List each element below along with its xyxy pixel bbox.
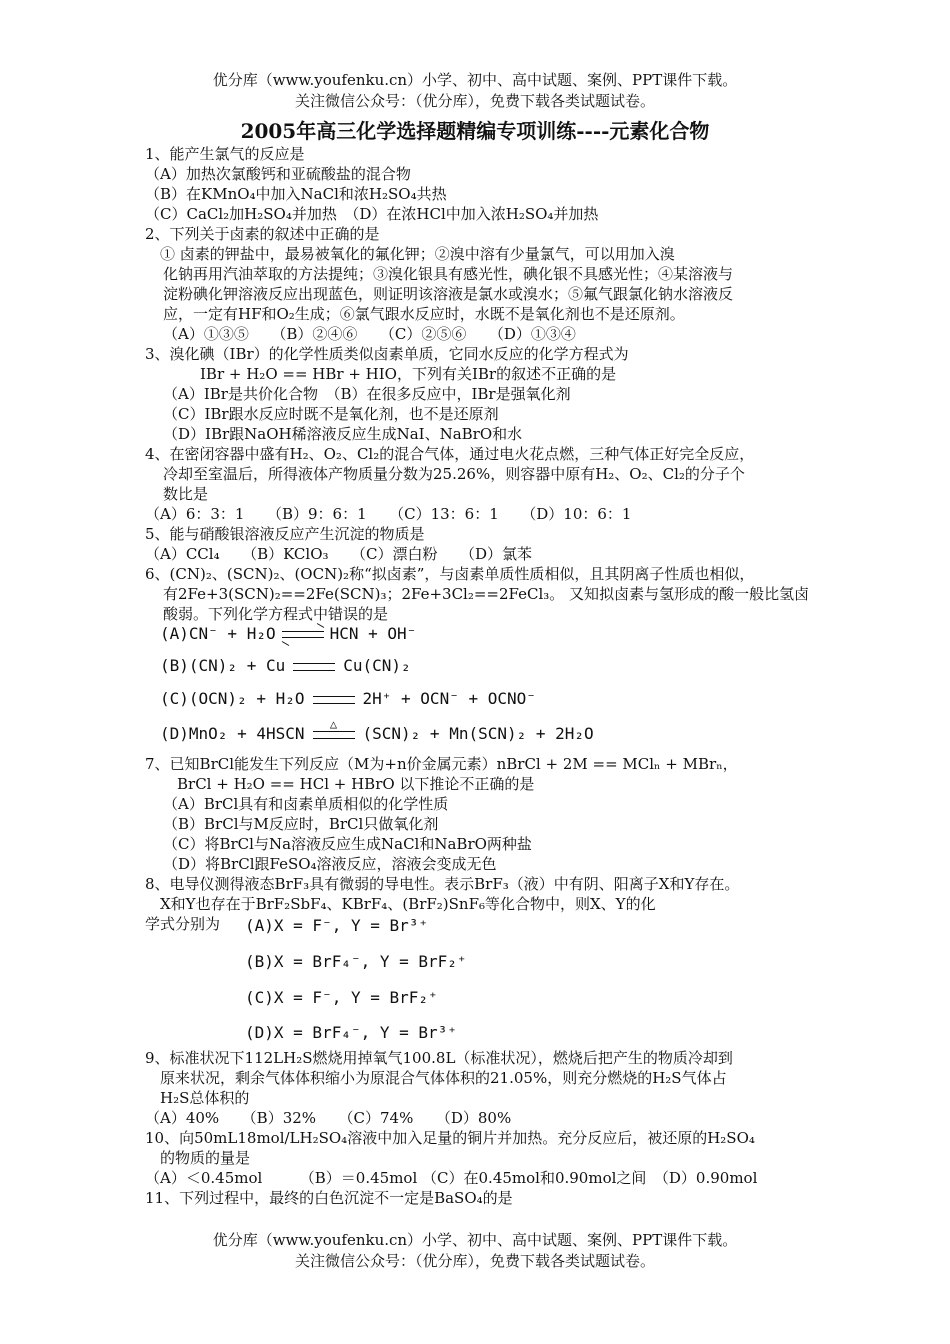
q1-options-cd: （C）CaCl₂加H₂SO₄并加热 （D）在浓HCl中加入浓H₂SO₄并加热 [145, 205, 599, 223]
heat-condition-icon [313, 716, 355, 739]
q7-option-d: （D）将BrCl跟FeSO₄溶液反应，溶液会变成无色 [163, 855, 497, 873]
q6-c-left: (C)(OCN)₂ + H₂O [160, 689, 305, 708]
q7-option-c: （C）将BrCl与Na溶液反应生成NaCl和NaBrO两种盐 [163, 835, 532, 853]
q7-stem: 7、已知BrCl能发生下列反应（M为+n价金属元素）nBrCl + 2M == MClₙ + MBrₙ， [145, 755, 738, 773]
q7-option-a: （A）BrCl具有和卤素单质相似的化学性质 [163, 795, 449, 813]
q8-option-c: (C)X = F⁻, Y = BrF₂⁺ [245, 988, 438, 1007]
q5-stem: 5、能与硝酸银溶液反应产生沉淀的物质是 [145, 525, 425, 543]
q5-options: （A）CCl₄ （B）KClO₃ （C）漂白粉 （D）氯苯 [145, 545, 533, 563]
q1-option-a: （A）加热次氯酸钙和亚硫酸盐的混合物 [145, 165, 411, 183]
q3-options-ab: （A）IBr是共价化合物 （B）在很多反应中，IBr是强氧化剂 [163, 385, 571, 403]
q2-options: （A）①③⑤ （B）②④⑥ （C）②⑤⑥ （D）①③④ [163, 325, 576, 343]
q2-stem: 2、下列关于卤素的叙述中正确的是 [145, 225, 380, 243]
q4-line-2: 冷却至室温后，所得液体产物质量分数为25.26%，则容器中原有H₂、O₂、Cl₂的分子个 [163, 465, 745, 483]
page-title: 2005年高三化学选择题精编专项训练----元素化合物 [240, 119, 710, 143]
q9-line-1: 9、标准状况下112LH₂S燃烧用掉氧气100.8L（标准状况），燃烧后把产生的物质冷却到 [145, 1049, 733, 1067]
q9-options: （A）40% （B）32% （C）74% （D）80% [145, 1109, 512, 1127]
q6-c-right: 2H⁺ + OCN⁻ + OCNO⁻ [362, 689, 536, 708]
q4-line-3: 数比是 [163, 485, 209, 503]
q4-options: （A）6：3：1 （B）9：6：1 （C）13：6：1 （D）10：6：1 [145, 505, 632, 523]
q10-options: （A）＜0.45mol （B）＝0.45mol （C）在0.45mol和0.90mol之间 （D）0.90mol [145, 1169, 758, 1187]
q6-a-right: HCN + OH⁻ [329, 624, 417, 643]
q8-option-a: (A)X = F⁻, Y = Br³⁺ [245, 916, 429, 935]
q11-stem: 11、下列过程中，最终的白色沉淀不一定是BaSO₄的是 [145, 1189, 513, 1207]
q10-line-2: 的物质的量是 [160, 1149, 251, 1167]
q6-equation-c [160, 689, 536, 709]
q8-line-2: X和Y也存在于BrF₂SbF₄、KBrF₄、(BrF₂)SnF₆等化合物中，则X、Y的化 [160, 895, 656, 913]
q3-equation: IBr + H₂O == HBr + HIO，下列有关IBr的叙述不正确的是 [200, 365, 617, 383]
q4-line-1: 4、在密闭容器中盛有H₂、O₂、Cl₂的混合气体，通过电火花点燃，三种气体正好完全反应， [145, 445, 755, 463]
equilibrium-arrow-icon [282, 629, 324, 641]
q7-option-b: （B）BrCl与M反应时，BrCl只做氧化剂 [163, 815, 439, 833]
q6-line-3: 酸弱。下列化学方程式中错误的是 [163, 605, 389, 623]
q8-line-3: 学式分别为 [145, 915, 221, 933]
q3-option-c: （C）IBr跟水反应时既不是氧化剂，也不是还原剂 [163, 405, 499, 423]
q6-equation-a [160, 624, 416, 644]
q6-b-right: Cu(CN)₂ [343, 656, 411, 675]
q8-option-d: (D)X = BrF₄⁻, Y = Br³⁺ [245, 1023, 457, 1042]
q9-line-2: 原来状况，剩余气体体积缩小为原混合气体体积的21.05%，则充分燃烧的H₂S气体占 [160, 1069, 727, 1087]
q6-line-2: 有2Fe+3(SCN)₂==2Fe(SCN)₃；2Fe+3Cl₂==2FeCl₃。 又知拟卤素与氢形成的酸一般比氢卤 [163, 585, 810, 603]
q7-equation: BrCl + H₂O == HCl + HBrO 以下推论不正确的是 [177, 775, 535, 793]
q9-line-3: H₂S总体积的 [160, 1089, 250, 1107]
q2-line-2: 化钠再用汽油萃取的方法提纯；③溴化银具有感光性，碘化银不具感光性；④某溶液与 [163, 265, 734, 283]
q6-b-left: (B)(CN)₂ + Cu [160, 656, 286, 675]
q1-option-b: （B）在KMnO₄中加入NaCl和浓H₂SO₄共热 [145, 185, 447, 203]
q3-option-d: （D）IBr跟NaOH稀溶液反应生成NaI、NaBrO和水 [163, 425, 523, 443]
equals-sign-icon [293, 663, 335, 671]
q10-line-1: 10、向50mL18mol/LH₂SO₄溶液中加入足量的铜片并加热。充分反应后，被还原的H₂SO₄ [145, 1129, 755, 1147]
q2-line-1: ① 卤素的钾盐中，最易被氧化的氟化钾；②溴中溶有少量氯气，可以用加入溴 [160, 245, 675, 263]
q6-line-1: 6、(CN)₂、(SCN)₂、(OCN)₂称“拟卤素”，与卤素单质性质相似，且其阴离子性质也相似， [145, 565, 755, 583]
q6-d-condition: △ [329, 716, 338, 731]
footer-line-1: 优分库（www.youfenku.cn）小学、初中、高中试题、案例、PPT课件下载。 [212, 1231, 738, 1249]
equals-sign-icon [313, 696, 355, 704]
q8-option-b: (B)X = BrF₄⁻, Y = BrF₂⁺ [245, 952, 467, 971]
q6-equation-b [160, 656, 411, 676]
q6-d-left: (D)MnO₂ + 4HSCN [160, 724, 305, 743]
footer-line-2: 关注微信公众号：（优分库），免费下载各类试题试卷。 [294, 1252, 655, 1270]
q2-line-3: 淀粉碘化钾溶液反应出现蓝色，则证明该溶液是氯水或溴水；⑤氟气跟氯化钠水溶液反 [163, 285, 734, 303]
q1-stem: 1、能产生氯气的反应是 [145, 145, 305, 163]
q6-equation-d [160, 716, 594, 744]
q2-line-4: 应，一定有HF和O₂生成；⑥氯气跟水反应时，水既不是氧化剂也不是还原剂。 [163, 305, 685, 323]
q6-d-right: (SCN)₂ + Mn(SCN)₂ + 2H₂O [362, 724, 594, 743]
header-line-1: 优分库（www.youfenku.cn）小学、初中、高中试题、案例、PPT课件下载。 [212, 71, 738, 89]
header-line-2: 关注微信公众号：（优分库），免费下载各类试题试卷。 [294, 92, 655, 110]
q3-stem: 3、溴化碘（IBr）的化学性质类似卤素单质，它同水反应的化学方程式为 [145, 345, 629, 363]
q8-line-1: 8、电导仪测得液态BrF₃具有微弱的导电性。表示BrF₃（液）中有阴、阳离子X和Y存在。 [145, 875, 740, 893]
q6-a-left: (A)CN⁻ + H₂O [160, 624, 276, 643]
